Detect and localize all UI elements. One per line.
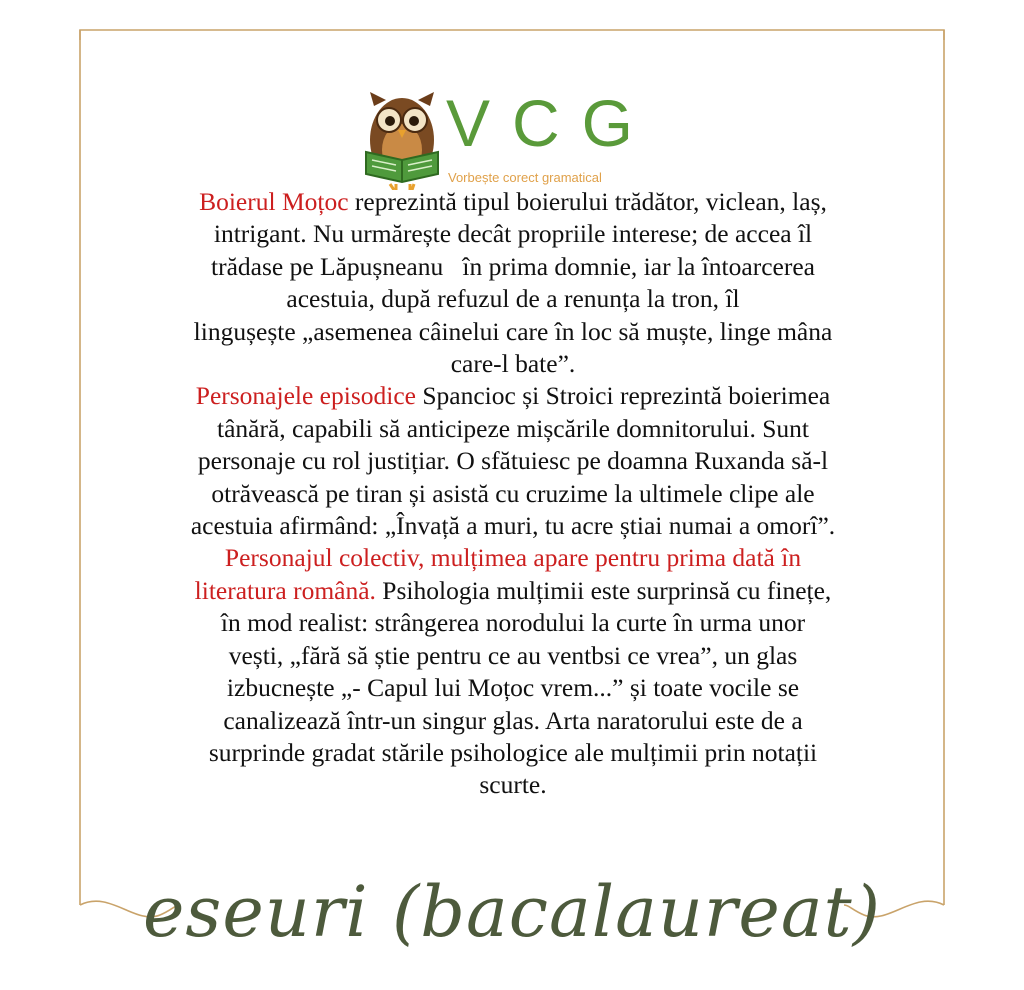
paragraph-3-line-5: izbucnește „- Capul lui Moțoc vrem...” și toate vocile se <box>226 673 800 703</box>
paragraph-1-line-4: acestuia, după refuzul de a renunța la tron, îl <box>286 284 740 314</box>
text-segment: reprezintă tipul boierului trădător, viclean, laș, <box>348 187 827 216</box>
paragraph-3-line-2 <box>100 575 926 607</box>
highlight-boierul-motoc: Boierul Moțoc <box>199 187 349 216</box>
paragraph-1-line-2: intrigant. Nu urmărește decât propriile interese; de accea îl <box>213 219 813 249</box>
paragraph-3-line-6: canalizează într-un singur glas. Arta naratorului este de a <box>223 705 803 735</box>
text-segment: Spancioc și Stroici reprezintă boierimea <box>415 381 831 411</box>
paragraph-1-line-6: care-l bate”. <box>450 349 576 379</box>
brand-letters: VCG <box>446 86 656 160</box>
paragraph-3-line-1: Personajul colectiv, mulțimea apare pentru prima dată în <box>224 543 802 573</box>
paragraph-1-line-1 <box>100 186 926 218</box>
paragraph-2-line-4: otrăvească pe tiran și asistă cu cruzime la ultimele clipe ale <box>211 478 815 508</box>
paragraph-3-line-7: surprinde gradat stările psihologice ale mulțimii prin notații <box>208 737 818 767</box>
paragraph-3-line-8: scurte. <box>479 770 547 800</box>
owl-icon <box>360 88 444 190</box>
footer-title: eseuri (bacalaureat) <box>142 871 881 953</box>
text-segment: Psihologia mulțimii este surprinsă cu finețe, <box>375 575 832 605</box>
paragraph-2-line-2: tânără, capabili să anticipeze mișcările domnitorului. Sunt <box>217 413 809 443</box>
highlight-literatura-romana: literatura română. <box>194 575 376 605</box>
vcg-logo <box>360 88 660 190</box>
paragraph-3-line-3: în mod realist: strângerea norodului la curte în urma unor <box>220 608 806 638</box>
paragraph-1-line-3: trădase pe Lăpușneanu în prima domnie, iar la întoarcerea <box>211 251 815 281</box>
paragraph-3-line-4: vești, „fără să știe pentru ce au ventbsi ce vrea”, un glas <box>228 640 798 670</box>
essay-text <box>100 186 926 802</box>
paragraph-1-line-5: lingușește „asemenea câinelui care în loc să muște, linge mâna <box>193 316 833 346</box>
highlight-personajele-episodice: Personajele episodice <box>195 381 416 411</box>
paragraph-2-line-5: acestuia afirmând: „Învață a muri, tu acre știai numai a omorî”. <box>190 511 836 541</box>
paragraph-2-line-3: personaje cu rol justițiar. O sfătuiesc pe doamna Ruxanda să-l <box>197 446 829 476</box>
paragraph-2-line-1 <box>100 380 926 412</box>
brand-tagline: Vorbește corect gramatical <box>448 170 602 185</box>
